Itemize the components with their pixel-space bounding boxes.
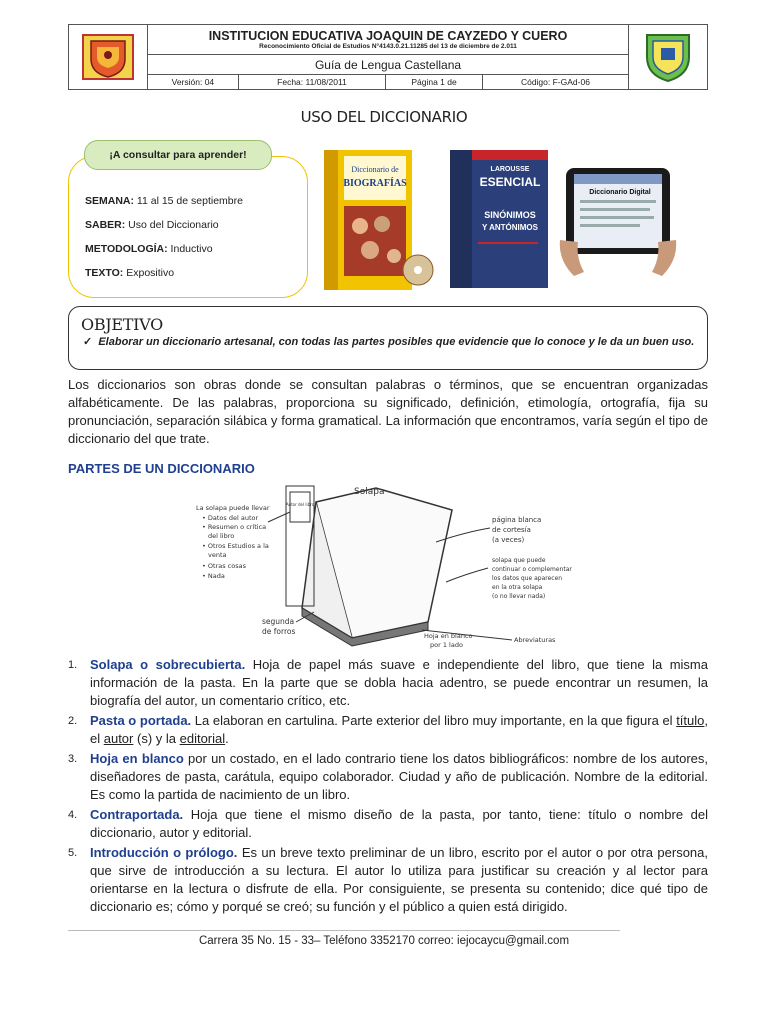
objective-text xyxy=(83,335,699,349)
item-text: La elaboran en cartulina. Parte exterior del libro muy importante, en la que figura el xyxy=(191,713,677,728)
page-title: USO DEL DICCIONARIO xyxy=(300,108,468,126)
label-solapa-left-2: • Datos del autor xyxy=(202,514,259,522)
semana-value: 11 al 15 de septiembre xyxy=(134,195,243,207)
metodologia-value: Inductivo xyxy=(167,243,213,255)
institution-name: INSTITUCION EDUCATIVA JOAQUIN DE CAYZEDO Y CUERO xyxy=(208,28,568,43)
item-number: 2. xyxy=(68,715,78,727)
label-abreviaturas: Abreviaturas xyxy=(514,636,556,644)
header-table xyxy=(68,24,708,90)
item-key: Hoja en blanco xyxy=(90,751,184,766)
info-box xyxy=(68,156,308,298)
dictionary-parts-diagram xyxy=(196,482,576,654)
item-number: 4. xyxy=(68,809,78,821)
label-solapa: Solapa xyxy=(354,487,385,497)
parts-list xyxy=(68,656,708,918)
item-key: Introducción o prólogo. xyxy=(90,845,238,860)
label-solapa-left-8: • Nada xyxy=(202,572,225,580)
recognition-text: Reconocimiento Oficial de Estudios N°4143.0.21.11285 del 13 de diciembre de 2.011 xyxy=(259,42,517,50)
item-key: Contraportada. xyxy=(90,807,184,822)
label-solapa2-3: los datos que aparecen xyxy=(492,575,563,582)
book2-sub-2: Y ANTÓNIMOS xyxy=(481,223,539,232)
label-pagina-3: (a veces) xyxy=(492,536,525,544)
saber-row xyxy=(85,219,219,231)
list-item xyxy=(68,844,708,916)
code-cell: Código: F-GAd-06 xyxy=(482,75,628,90)
item-text: (s) y la xyxy=(133,731,180,746)
objective-box xyxy=(68,306,708,370)
link-titulo: título xyxy=(676,713,705,728)
book2-title: ESENCIAL xyxy=(479,175,541,189)
item-number: 5. xyxy=(68,847,78,859)
metodologia-label: METODOLOGÍA: xyxy=(85,243,168,255)
book1-title-1: Diccionario de xyxy=(351,165,399,174)
item-key: Pasta o portada. xyxy=(90,713,192,728)
item-key: Solapa o sobrecubierta. xyxy=(90,657,246,672)
item-text: . xyxy=(225,731,229,746)
page-cell: Página 1 de xyxy=(386,75,483,90)
semana-label: SEMANA: xyxy=(85,195,134,207)
school-crest-icon xyxy=(639,31,697,83)
version-cell: Versión: 04 xyxy=(148,75,239,90)
label-solapa2-2: continuar o complementar xyxy=(492,566,572,573)
item-text: Hoja de papel más suave e independiente del libro, que tiene la misma información de la pasta. En la parte que se dobla hacia adentro, se puede encontrar un resumen, la biografía del autor, un comentario crítico, etc. xyxy=(90,657,708,708)
footer-divider xyxy=(68,930,620,931)
intro-paragraph: Los diccionarios son obras donde se consultan palabras o términos, que se encuentran organizadas alfabéticamente. De las palabras, proporciona su significado, definición, etimología, ortografía, fija su pronunciación, separación silábica y forma gramatical. La información que encontramos, varía según el tipo de diccionario del que trate. xyxy=(68,377,708,446)
guide-title: Guía de Lengua Castellana xyxy=(148,55,629,75)
digital-dictionary-tablet-image xyxy=(558,160,678,282)
label-solapa-left-7: • Otras cosas xyxy=(202,562,246,570)
book2-brand: LAROUSSE xyxy=(490,166,530,173)
school-shield-icon xyxy=(79,31,137,83)
list-item xyxy=(68,750,708,804)
objective-heading: OBJETIVO xyxy=(81,315,163,334)
item-text: , el xyxy=(90,713,708,746)
book2-sub-1: SINÓNIMOS xyxy=(484,210,536,220)
item-text: por un costado, en el lado contrario tiene los datos bibliográficos: nombre de los autores, diseñadores de pasta, carátula, equipo colaborador. Ciudad y año de publicación. Nombre de la editorial. Es como la partida de nacimiento de un libro. xyxy=(90,751,708,802)
label-hoja-2: por 1 lado xyxy=(430,641,463,649)
label-solapa-left-5: • Otros Estudios a la xyxy=(202,542,269,550)
author-photo-label: Autor del libro xyxy=(285,502,315,507)
date-cell: Fecha: 11/08/2011 xyxy=(238,75,385,90)
institution-cell xyxy=(148,25,629,55)
label-solapa-left-6: venta xyxy=(208,551,227,559)
texto-label: TEXTO: xyxy=(85,267,124,279)
label-solapa-left-4: del libro xyxy=(208,532,235,540)
larousse-book-image xyxy=(448,146,552,292)
label-hoja-1: Hoja en blanco xyxy=(424,632,473,640)
book1-title-2: BIOGRAFÍAS xyxy=(343,178,407,189)
label-solapa-left-3: • Resumen o crítica xyxy=(202,523,267,531)
label-solapa-left-1: La solapa puede llevar xyxy=(196,504,270,512)
label-solapa2-4: en la otra solapa xyxy=(492,584,543,591)
tablet-title: Diccionario Digital xyxy=(589,189,651,196)
footer-contact: Carrera 35 No. 15 - 33– Teléfono 3352170 correo: iejocaycu@gmail.com xyxy=(198,935,570,947)
label-segunda-2: de forros xyxy=(262,627,296,636)
list-item xyxy=(68,712,708,748)
label-solapa2-1: solapa que puede xyxy=(492,557,546,564)
consult-pill: ¡A consultar para aprender! xyxy=(84,140,272,170)
check-icon: ✓ xyxy=(83,336,99,348)
school-logo-left xyxy=(69,25,148,90)
item-text: Es un breve texto preliminar de un libro, escrito por el autor o por otra persona, que sirve de introducción a su lectura. El autor lo utiliza para justificar su creación y al lector para orientarse en la lectura o disfrute de ella. Por consiguiente, se presenta su contenido; dice qué tipo de diccionario es; cómo y porqué se creó; su función y el público a quien está dirigido. xyxy=(90,845,708,914)
school-logo-right xyxy=(629,25,708,90)
item-number: 3. xyxy=(68,753,78,765)
semana-row xyxy=(85,195,243,207)
list-item xyxy=(68,806,708,842)
metodologia-row xyxy=(85,243,213,255)
label-pagina-1: página blanca xyxy=(492,516,542,524)
label-segunda-1: segunda xyxy=(262,617,295,626)
biographies-book-image xyxy=(320,146,434,294)
saber-label: SABER: xyxy=(85,219,126,231)
link-autor: autor xyxy=(103,731,134,746)
saber-value: Uso del Diccionario xyxy=(125,219,219,231)
item-number: 1. xyxy=(68,659,78,671)
texto-row xyxy=(85,267,174,279)
objective-text-content: Elaborar un diccionario artesanal, con todas las partes posibles que evidencie que lo conoce y le da un buen uso. xyxy=(98,336,695,348)
label-solapa2-5: (o no llevar nada) xyxy=(492,593,546,600)
list-item xyxy=(68,656,708,710)
link-editorial: editorial xyxy=(179,731,226,746)
label-pagina-2: de cortesía xyxy=(492,526,531,534)
texto-value: Expositivo xyxy=(123,267,175,279)
item-text: Hoja que tiene el mismo diseño de la pasta, por tanto, tiene: título o nombre del diccionario, autor y editorial. xyxy=(90,807,708,840)
section-title: PARTES DE UN DICCIONARIO xyxy=(68,461,255,476)
